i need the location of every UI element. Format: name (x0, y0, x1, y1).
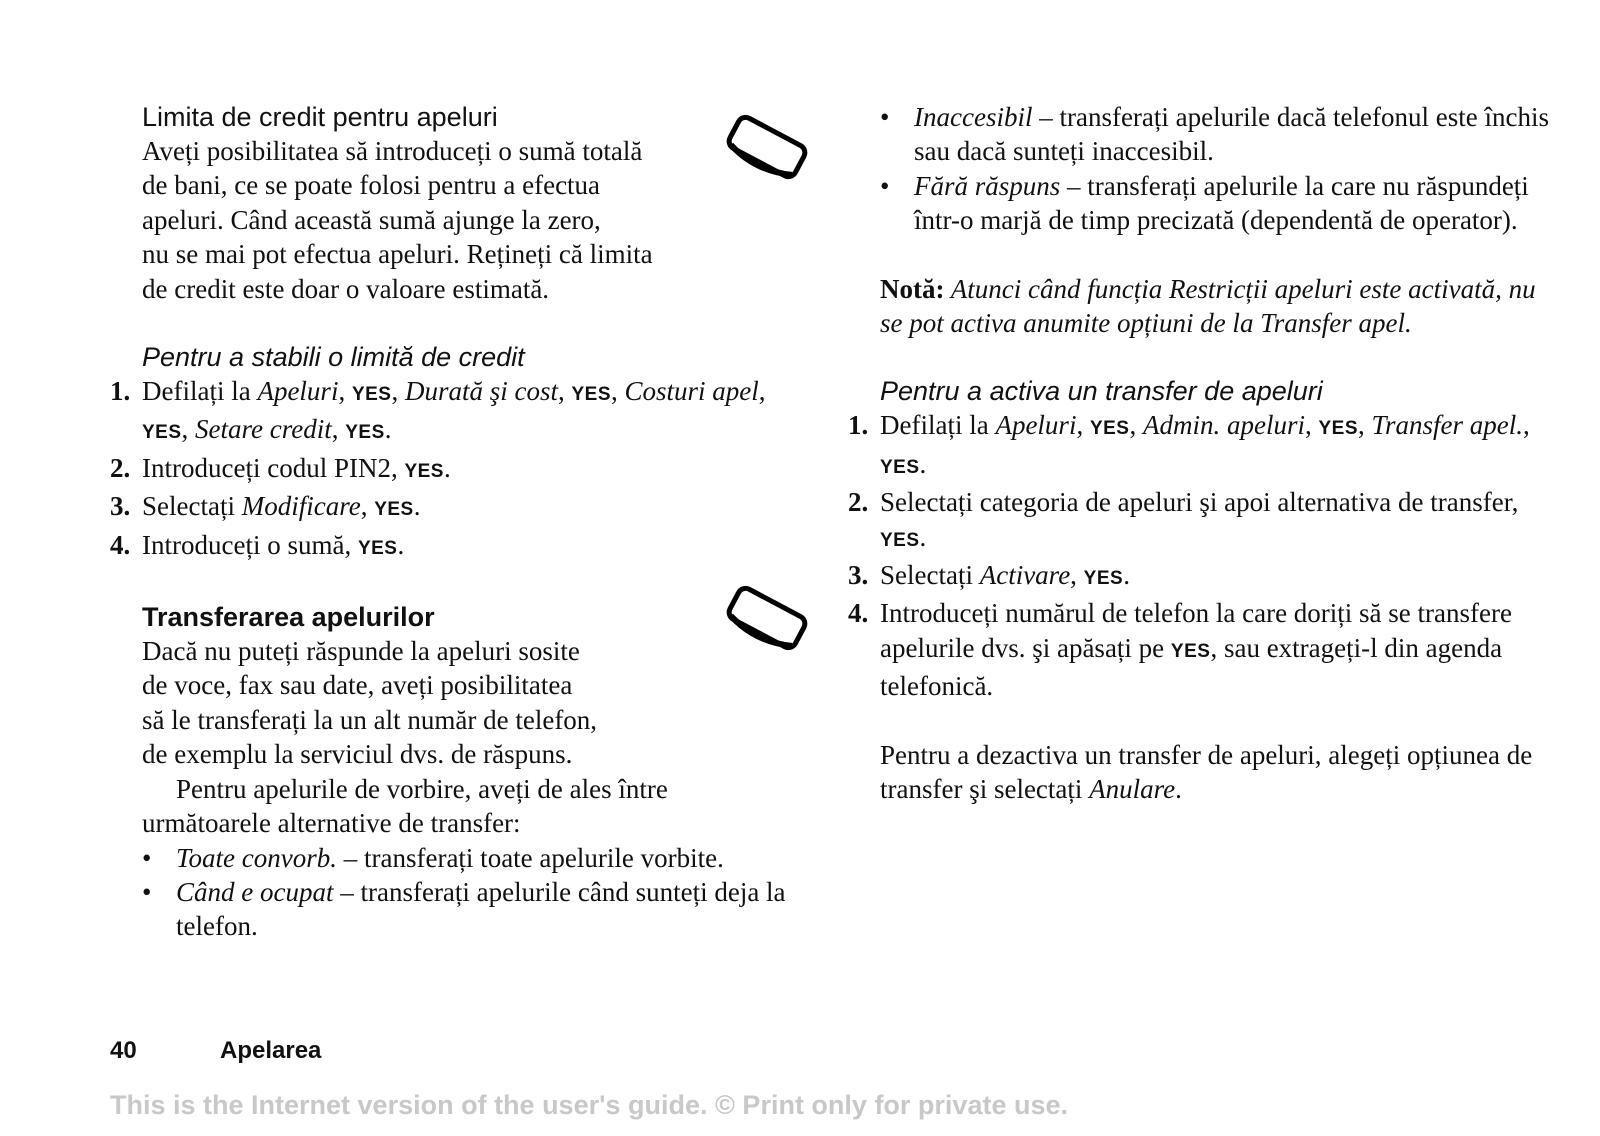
yes-key: YES (345, 422, 385, 444)
transfer-line-2: de voce, fax sau date, aveți posibilitatea (142, 670, 573, 701)
list-item: 3. Selectați Activare, YES. (880, 558, 1560, 596)
list-item: • Inaccesibil – transferați apelurile dacă telefonul este închis sau dacă sunteți inaccesibil. (880, 102, 1549, 167)
chapter-name: Apelarea (220, 1037, 322, 1064)
transfer-options-intro: Pentru apelurile de vorbire, aveți de ales între următoarele alternative de transfer: (142, 773, 668, 839)
credit-line-5: de credit este doar o valoare estimată. (142, 273, 550, 304)
transfer-line-3: să le transferați la un alt număr de telefon, (142, 704, 598, 735)
credit-line-4: nu se mai pot efectua apeluri. Rețineți că limita (142, 239, 653, 270)
activate-transfer-steps (848, 408, 1560, 703)
list-item: 2. Selectați categoria de apeluri şi apoi alternativa de transfer, YES. (848, 487, 1519, 552)
watermark-text: This is the Internet version of the user's guide. © Print only for private use. (110, 1090, 1068, 1120)
left-column (110, 100, 802, 944)
credit-line-1: Aveți posibilitatea să introduceți o sumă totală (142, 136, 643, 166)
section-title-call-transfer: Transferarea apelurilor (142, 602, 435, 633)
set-credit-steps (110, 374, 802, 566)
note-text: Atunci când funcția Restricții apeluri este activată, nu se pot activa anumite opțiuni de la Transfer apel. (880, 273, 1536, 339)
section-title-credit-limit: Limita de credit pentru apeluri (142, 102, 498, 132)
subsection-title-activate-transfer: Pentru a activa un transfer de apeluri (880, 376, 1323, 407)
deactivate-paragraph: Pentru a dezactiva un transfer de apeluri, alegeți opțiunea de transfer şi selectați Anulare. (880, 739, 1533, 805)
page-number: 40 (110, 1037, 137, 1064)
step-number: 2. (110, 452, 131, 483)
step-number: 3. (848, 560, 869, 591)
list-item: 3. Selectați Modificare, YES. (142, 489, 802, 527)
list-item: 1. Defilați la Apeluri, YES, Durată şi cost, YES, Costuri apel, YES, Setare credit, YES. (110, 376, 766, 445)
transfer-line-1: Dacă nu puteți răspunde la apeluri sosite (142, 636, 580, 667)
yes-key: YES (571, 384, 612, 406)
step-number: 4. (848, 598, 869, 629)
sim-card-icon (722, 112, 812, 182)
list-item: • Când e ocupat – transferați apelurile când sunteți deja la telefon. (142, 876, 786, 942)
sim-card-icon (722, 583, 812, 653)
yes-key: YES (351, 384, 392, 406)
list-item: 4. Introduceți o sumă, YES. (142, 528, 802, 566)
right-column (848, 100, 1560, 807)
step-number: 1. (110, 376, 131, 407)
step-number: 2. (848, 487, 869, 518)
list-item: 1. Defilați la Apeluri, YES, Admin. apeluri, YES, Transfer apel., YES. (848, 410, 1530, 479)
note (880, 272, 1560, 341)
credit-line-2: de bani, ce se poate folosi pentru a efectua (142, 170, 601, 201)
yes-key: YES (880, 456, 920, 478)
transfer-options-list (142, 841, 802, 944)
yes-key: YES (357, 537, 398, 559)
credit-limit-paragraph (142, 134, 802, 306)
list-item: 2. Introduceți codul PIN2, YES. (142, 451, 802, 489)
transfer-paragraph (142, 634, 802, 772)
transfer-options-list-continued (880, 100, 1560, 238)
step-number: 1. (848, 410, 869, 441)
yes-key: YES (404, 460, 444, 482)
yes-key: YES (1318, 418, 1359, 440)
transfer-line-4: de exemplu la serviciul dvs. de răspuns. (142, 739, 573, 770)
subsection-title-set-credit: Pentru a stabili o limită de credit (142, 342, 525, 373)
page-footer (110, 1037, 321, 1065)
list-item: • Fără răspuns – transferați apelurile la care nu răspundeți într-o marjă de timp precizată (dependentă de operator). (880, 170, 1529, 236)
credit-line-3: apeluri. Când această sumă ajunge la zero, (142, 204, 601, 235)
yes-key: YES (1083, 568, 1124, 590)
list-item: • Toate convorb. – transferați toate apelurile vorbite. (142, 842, 724, 873)
step-number: 3. (110, 491, 131, 522)
yes-key: YES (1089, 418, 1130, 440)
yes-key: YES (374, 499, 414, 521)
note-label: Notă: (880, 273, 945, 304)
yes-key: YES (142, 422, 182, 444)
list-item: 4. Introduceți numărul de telefon la care doriți să se transfere apelurile dvs. şi apăsați pe YES, sau extrageți-l din agenda telefonică. (848, 598, 1512, 702)
yes-key: YES (880, 529, 920, 551)
step-number: 4. (110, 529, 131, 560)
yes-key: YES (1170, 640, 1211, 662)
